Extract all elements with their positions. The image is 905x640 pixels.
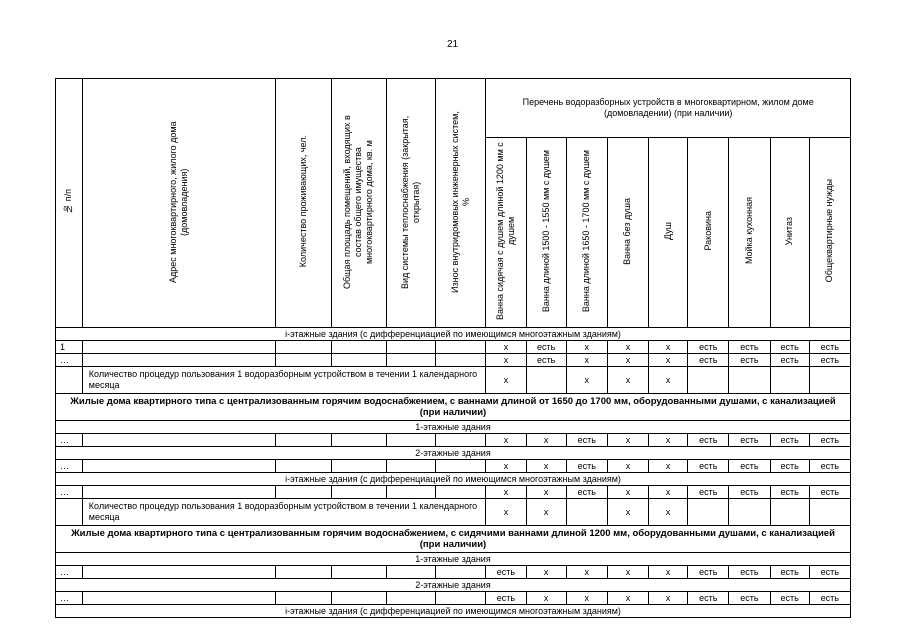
procedures-value-cell [526, 367, 566, 394]
header-area-cell [331, 79, 386, 328]
empty-cell [331, 486, 386, 499]
header-heating-cell [386, 79, 435, 328]
section-row [56, 553, 851, 566]
device-value-cell: x [526, 592, 566, 605]
device-value-cell: есть [770, 434, 809, 447]
header-device-cell [729, 138, 770, 328]
section-row [56, 605, 851, 618]
header-device-label: Ванна длиной 1500 - 1550 мм с душем [540, 149, 551, 313]
device-value-cell: x [526, 566, 566, 579]
procedures-value-cell: x [607, 367, 648, 394]
row-number: … [56, 592, 83, 605]
procedures-value-cell: x [486, 499, 526, 526]
device-value-cell: x [649, 486, 688, 499]
device-value-cell: есть [770, 566, 809, 579]
device-value-cell: x [566, 354, 607, 367]
header-wear-cell [435, 79, 485, 328]
device-value-cell: есть [809, 566, 850, 579]
empty-cell [82, 486, 276, 499]
header-devices-group: Перечень водоразборных устройств в многоквартирном, жилом доме (домовладении) (при наличии) [486, 79, 851, 138]
device-value-cell: x [607, 486, 648, 499]
device-value-cell: есть [526, 354, 566, 367]
header-address-cell [82, 79, 276, 328]
procedures-value-cell [809, 499, 850, 526]
empty-cell [331, 434, 386, 447]
device-value-cell: есть [729, 341, 770, 354]
category-heading: Жилые дома квартирного типа с централизованным горячим водоснабжением, с сидячими ваннами длиной 1200 мм, оборудованными душами, с канализацией (при наличии) [56, 526, 851, 553]
procedures-label: Количество процедур пользования 1 водоразборным устройством в течении 1 календарного месяца [82, 499, 486, 526]
empty-cell [276, 460, 332, 473]
row-number: 1 [56, 341, 83, 354]
empty-cell [435, 460, 485, 473]
empty-cell [331, 566, 386, 579]
empty-cell [276, 486, 332, 499]
header-device-label: Душ [662, 221, 673, 240]
empty-cell [331, 341, 386, 354]
empty-cell [435, 354, 485, 367]
device-value-cell: есть [729, 486, 770, 499]
section-row [56, 421, 851, 434]
device-value-cell: есть [688, 434, 729, 447]
header-device-cell [770, 138, 809, 328]
device-value-cell: x [607, 354, 648, 367]
section-label: 2-этажные здания [56, 579, 851, 592]
empty-cell [435, 566, 485, 579]
device-value-cell: x [649, 592, 688, 605]
device-value-cell: есть [688, 486, 729, 499]
header-device-label: Унитаз [784, 216, 795, 246]
section-row [56, 328, 851, 341]
row-number: … [56, 434, 83, 447]
device-value-cell: x [526, 434, 566, 447]
device-value-cell: есть [566, 486, 607, 499]
header-device-label: Ванна без душа [622, 197, 633, 265]
header-address: Адрес многоквартирного, жилого дома (домовладения) [168, 120, 190, 283]
device-value-cell: x [649, 354, 688, 367]
table-row [56, 341, 851, 354]
device-value-cell: есть [688, 566, 729, 579]
header-device-label: Ванна длиной 1650 - 1700 мм с душем [581, 149, 592, 313]
header-device-cell [809, 138, 850, 328]
empty-cell [82, 592, 276, 605]
procedures-value-cell [729, 499, 770, 526]
section-label: 2-этажные здания [56, 447, 851, 460]
section-label: 1-этажные здания [56, 421, 851, 434]
empty-cell [82, 460, 276, 473]
device-value-cell: x [607, 566, 648, 579]
empty-cell [82, 566, 276, 579]
device-value-cell: есть [770, 592, 809, 605]
section-label: i-этажные здания (с дифференциацией по имеющимся многоэтажным зданиям) [56, 328, 851, 341]
section-row [56, 473, 851, 486]
device-value-cell: x [566, 566, 607, 579]
device-value-cell: есть [526, 341, 566, 354]
device-value-cell: есть [770, 354, 809, 367]
device-value-cell: x [607, 460, 648, 473]
device-value-cell: есть [566, 434, 607, 447]
header-row-top [56, 79, 851, 138]
empty-cell [276, 341, 332, 354]
device-value-cell: есть [486, 566, 526, 579]
row-number: … [56, 354, 83, 367]
header-device-cell [688, 138, 729, 328]
header-device-label: Общеквартирные нужды [824, 179, 835, 283]
empty-cell [435, 341, 485, 354]
page-number: 21 [446, 39, 459, 50]
procedures-value-cell [688, 367, 729, 394]
header-wear: Износ внутридомовых инженерных систем, % [449, 110, 471, 293]
row-number: … [56, 486, 83, 499]
category-heading-row [56, 394, 851, 421]
device-value-cell: есть [688, 341, 729, 354]
device-value-cell: x [486, 486, 526, 499]
procedures-value-cell: x [526, 499, 566, 526]
empty-cell [386, 460, 435, 473]
empty-cell [435, 434, 485, 447]
empty-cell [82, 354, 276, 367]
procedures-value-cell: x [607, 499, 648, 526]
procedures-value-cell [770, 367, 809, 394]
table-row [56, 354, 851, 367]
table-row [56, 566, 851, 579]
header-area: Общая площадь помещений, входящих в состав общего имущества многоквартирного дома, кв. м [342, 114, 375, 289]
row-number: … [56, 566, 83, 579]
device-value-cell: есть [729, 592, 770, 605]
device-value-cell: есть [486, 592, 526, 605]
device-value-cell: есть [770, 341, 809, 354]
device-value-cell: x [486, 460, 526, 473]
device-value-cell: x [486, 434, 526, 447]
category-heading-row [56, 526, 851, 553]
category-heading: Жилые дома квартирного типа с централизованным горячим водоснабжением, с ваннами длиной от 1650 до 1700 мм, оборудованными душами, с канализацией (при наличии) [56, 394, 851, 421]
device-value-cell: есть [809, 592, 850, 605]
empty-cell [435, 486, 485, 499]
device-value-cell: x [526, 460, 566, 473]
table-row [56, 460, 851, 473]
procedures-row [56, 499, 851, 526]
header-residents-cell [276, 79, 332, 328]
procedures-value-cell [770, 499, 809, 526]
header-device-cell [526, 138, 566, 328]
section-label: i-этажные здания (с дифференциацией по имеющимся многоэтажным зданиям) [56, 605, 851, 618]
header-device-cell [486, 138, 526, 328]
empty-cell [386, 566, 435, 579]
empty-cell [331, 592, 386, 605]
empty-cell [276, 354, 332, 367]
device-value-cell: x [649, 341, 688, 354]
device-value-cell: x [526, 486, 566, 499]
procedures-value-cell: x [486, 367, 526, 394]
device-value-cell: есть [770, 460, 809, 473]
header-num: № п/п [63, 189, 74, 214]
table-row [56, 486, 851, 499]
section-label: i-этажные здания (с дифференциацией по имеющимся многоэтажным зданиям) [56, 473, 851, 486]
device-value-cell: x [566, 592, 607, 605]
device-value-cell: есть [770, 486, 809, 499]
procedures-value-cell: x [566, 367, 607, 394]
empty-cell [276, 434, 332, 447]
water-devices-table [55, 78, 851, 618]
header-device-cell [607, 138, 648, 328]
device-value-cell: есть [688, 354, 729, 367]
device-value-cell: x [486, 354, 526, 367]
table-row [56, 592, 851, 605]
procedures-value-cell [566, 499, 607, 526]
empty-cell [435, 592, 485, 605]
header-residents: Количество проживающих, чел. [298, 135, 309, 268]
empty-cell [276, 566, 332, 579]
empty-cell [386, 354, 435, 367]
device-value-cell: есть [809, 354, 850, 367]
device-value-cell: x [566, 341, 607, 354]
device-value-cell: есть [809, 460, 850, 473]
header-device-cell [566, 138, 607, 328]
empty-cell [386, 341, 435, 354]
empty-cell [82, 434, 276, 447]
header-device-label: Раковина [702, 211, 713, 251]
empty-cell [82, 341, 276, 354]
device-value-cell: x [607, 341, 648, 354]
device-value-cell: есть [729, 566, 770, 579]
empty-cell [56, 367, 83, 394]
procedures-label: Количество процедур пользования 1 водоразборным устройством в течении 1 календарного месяца [82, 367, 486, 394]
device-value-cell: есть [729, 460, 770, 473]
procedures-value-cell [809, 367, 850, 394]
empty-cell [331, 460, 386, 473]
row-number: … [56, 460, 83, 473]
device-value-cell: x [486, 341, 526, 354]
procedures-value-cell: x [649, 499, 688, 526]
table-row [56, 434, 851, 447]
device-value-cell: есть [729, 434, 770, 447]
device-value-cell: есть [809, 486, 850, 499]
header-heating: Вид системы теплоснабжения (закрытая, открытая) [399, 114, 421, 289]
device-value-cell: x [649, 566, 688, 579]
table-body [56, 328, 851, 618]
section-row [56, 447, 851, 460]
procedures-value-cell [688, 499, 729, 526]
device-value-cell: есть [809, 434, 850, 447]
section-row [56, 579, 851, 592]
section-label: 1-этажные здания [56, 553, 851, 566]
procedures-value-cell: x [649, 367, 688, 394]
header-num-cell [56, 79, 83, 328]
empty-cell [56, 499, 83, 526]
device-value-cell: есть [809, 341, 850, 354]
device-value-cell: есть [688, 460, 729, 473]
device-value-cell: x [607, 434, 648, 447]
device-value-cell: x [649, 434, 688, 447]
procedures-row [56, 367, 851, 394]
header-device-cell [649, 138, 688, 328]
empty-cell [276, 592, 332, 605]
header-device-label: Мойка кухонная [743, 197, 754, 265]
device-value-cell: есть [566, 460, 607, 473]
device-value-cell: есть [688, 592, 729, 605]
empty-cell [331, 354, 386, 367]
device-value-cell: x [607, 592, 648, 605]
empty-cell [386, 486, 435, 499]
empty-cell [386, 434, 435, 447]
empty-cell [386, 592, 435, 605]
procedures-value-cell [729, 367, 770, 394]
device-value-cell: есть [729, 354, 770, 367]
device-value-cell: x [649, 460, 688, 473]
header-device-label: Ванна сидячая с душем длиной 1200 мм с душем [494, 142, 516, 320]
